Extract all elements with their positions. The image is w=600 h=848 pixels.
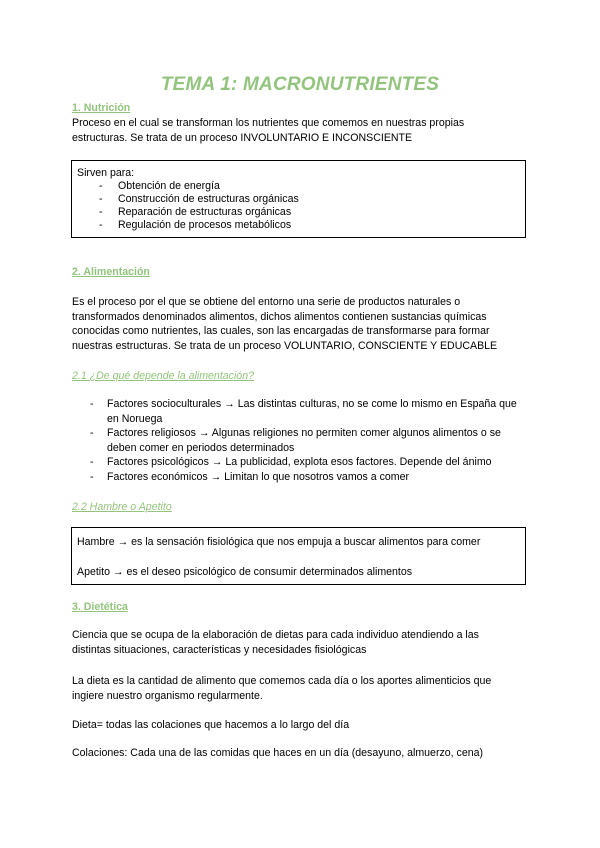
uses-box-label: Sirven para: — [77, 167, 135, 179]
dietetica-paragraph-4: Colaciones: Cada una de las comidas que haces en un día (desayuno, almuerzo, cena) — [72, 747, 484, 759]
subsection-heading-hambre: 2.2 Hambre o Apetito — [72, 501, 172, 513]
list-item: - Reparación de estructuras orgánicas — [77, 206, 525, 219]
hambre-apetito-box — [71, 527, 526, 585]
list-item: - Factores económicos → Limitan lo que nosotros vamos a comer — [72, 470, 530, 485]
nutricion-text: Proceso en el cual se transforman los nutrientes que comemos en nuestras propias estructuras. Se trata de un proceso INVOLUNTARIO E INCONSCIENTE — [72, 117, 465, 144]
subsection-heading-depende: 2.1 ¿De qué depende la alimentación? — [72, 370, 254, 382]
section-heading-dietetica: 3. Dietética — [72, 601, 128, 613]
dietetica-paragraph-1: Ciencia que se ocupa de la elaboración de dietas para cada individuo atendiendo a las distintas situaciones, características y necesidades fisiológicas — [72, 629, 479, 656]
uses-box — [71, 160, 526, 238]
section-heading-alimentacion: 2. Alimentación — [72, 266, 150, 278]
list-item: - Obtención de energía — [77, 180, 525, 193]
dietetica-paragraph-2: La dieta es la cantidad de alimento que comemos cada día o los aportes alimenticios que ingiere nuestro organismo regularmente. — [72, 675, 492, 702]
list-item: - Construcción de estructuras orgánicas — [77, 193, 525, 206]
list-item: - Factores religiosos → Algunas religiones no permiten comer algunos alimentos o se deben comer en periodos determinados — [72, 426, 530, 455]
apetito-definition: Apetito → es el deseo psicológico de consumir determinados alimentos — [77, 566, 413, 578]
list-item: - Factores socioculturales → Las distintas culturas, no se come lo mismo en España que en Noruega — [72, 397, 530, 426]
list-item: - Regulación de procesos metabólicos — [77, 219, 525, 232]
factors-list — [72, 397, 530, 484]
dietetica-paragraph-3: Dieta= todas las colaciones que hacemos a lo largo del día — [72, 719, 350, 731]
section-heading-nutricion: 1. Nutrición — [72, 102, 131, 114]
alimentacion-text: Es el proceso por el que se obtiene del entorno una serie de productos naturales o transformados denominados alimentos, dichos alimentos contienen sustancias químicas conocidas como nutrientes, las cuales, son las encargadas de transformarse para formar nuestras estructuras. Se trata de un proceso VOLUNTARIO, CONSCIENTE Y EDUCABLE — [72, 296, 498, 352]
hambre-definition: Hambre → es la sensación fisiológica que nos empuja a buscar alimentos para comer — [77, 536, 481, 548]
list-item: - Factores psicológicos → La publicidad, explota esos factores. Depende del ánimo — [72, 455, 530, 470]
page-title: TEMA 1: MACRONUTRIENTES — [160, 74, 440, 95]
uses-list — [77, 180, 525, 232]
